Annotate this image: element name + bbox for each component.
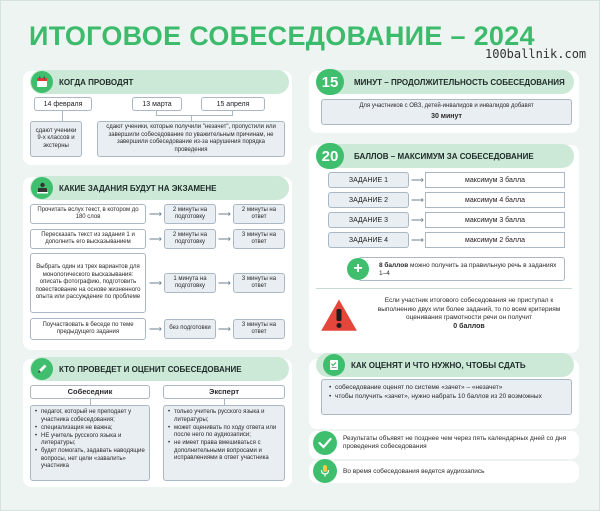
expert-title: Эксперт [163, 385, 285, 399]
list-item: • специализация не важна; [34, 425, 146, 433]
interlocutor-list [34, 409, 146, 471]
arrow-right-icon: ⟶ [218, 278, 231, 288]
grading-list [328, 384, 565, 402]
task-row-2-answer: 3 минуты на ответ [233, 229, 285, 249]
task-row-4-prep: без подготовки [164, 319, 216, 339]
arrow-right-icon: ⟶ [218, 324, 231, 334]
task-1-points: максимум 3 балла [425, 172, 565, 188]
interlocutor-title: Собеседник [30, 385, 150, 399]
warning-triangle-icon [317, 295, 361, 340]
duration-number: 15 [316, 69, 344, 95]
when-header-label: КОГДА ПРОВОДЯТ [59, 77, 134, 87]
task-3-points: максимум 3 балла [425, 212, 565, 228]
arrow-right-icon: ⟶ [411, 175, 424, 185]
task-row-1-answer: 2 минуты на ответ [233, 204, 285, 224]
checklist-icon [323, 354, 345, 376]
site-logo: 100ballnik.com [485, 47, 587, 61]
examiners-header [30, 357, 289, 381]
arrow-right-icon: ⟶ [149, 234, 162, 244]
task-row-3-answer: 3 минуты на ответ [233, 273, 285, 293]
list-item: • может оценивать по ходу ответа или после него по аудиозаписи; [167, 425, 281, 440]
microphone-icon [313, 459, 337, 483]
who-first-attempt: сдают ученики 9-х классов и экстерны [30, 121, 82, 157]
warning-text [367, 297, 571, 331]
grading-list-box [321, 379, 572, 415]
grading-header [316, 353, 574, 377]
warning-zero: 0 баллов [453, 322, 485, 330]
task-row-2-desc: Пересказать текст из задания 1 и дополнить его высказыванием [30, 229, 146, 249]
pencil-icon [31, 358, 53, 380]
date-2: 13 марта [132, 97, 182, 111]
results-text: Результаты объявят не позднее чем через пять календарных дней со дня проведения собеседования [343, 435, 567, 450]
who-retake: сдают ученики, которые получили "незачет", пропустили или завершили собеседование по уважительным причинам, не завершили собеседование из-за нарушения порядка проведения [97, 121, 285, 157]
audio-text: Во время собеседования ведется аудиозапись [343, 468, 485, 475]
arrow-right-icon: ⟶ [411, 235, 424, 245]
list-item: • будет помогать, задавать наводящие вопросы, нет цели «завалить» участника [34, 448, 146, 471]
bonus-points: 8 баллов [379, 262, 409, 269]
duration-note [321, 99, 572, 125]
person-at-laptop-icon [31, 177, 53, 199]
arrow-right-icon: ⟶ [149, 209, 162, 219]
arrow-right-icon: ⟶ [411, 195, 424, 205]
points-header-label: БАЛЛОВ – МАКСИМУМ ЗА СОБЕСЕДОВАНИЕ [354, 151, 534, 161]
task-4-points: максимум 2 балла [425, 232, 565, 248]
grading-header-label: КАК ОЦЕНЯТ И ЧТО НУЖНО, ЧТОБЫ СДАТЬ [351, 360, 526, 370]
date-3: 15 апреля [201, 97, 265, 111]
tasks-header-label: КАКИЕ ЗАДАНИЯ БУДУТ НА ЭКЗАМЕНЕ [59, 183, 217, 193]
arrow-right-icon: ⟶ [218, 209, 231, 219]
list-item: • чтобы получить «зачет», нужно набрать 10 баллов из 20 возможных [328, 393, 565, 402]
list-item: • только учитель русского языка и литературы; [167, 409, 281, 424]
examiners-header-label: КТО ПРОВЕДЕТ И ОЦЕНИТ СОБЕСЕДОВАНИЕ [59, 364, 242, 374]
warning-text-body: Если участник итогового собеседования не приступал к выполнению двух или более заданий, то по всем критериям оценивания грамотности речи он получит [377, 297, 561, 321]
task-row-2-prep: 2 минуты на подготовку [164, 229, 216, 249]
task-row-3-prep: 1 минута на подготовку [164, 273, 216, 293]
date-1: 14 февраля [34, 97, 92, 111]
list-item: • собеседование оценят по системе «зачет» – «незачет» [328, 384, 565, 393]
check-icon [313, 431, 337, 455]
duration-note-text: Для участников с ОВЗ, детей-инвалидов и инвалидов добавят [359, 103, 534, 109]
arrow-right-icon: ⟶ [411, 215, 424, 225]
calendar-icon [31, 71, 53, 93]
task-1-label: ЗАДАНИЕ 1 [328, 172, 409, 188]
task-row-1-desc: Прочитать вслух текст, в котором до 180 слов [30, 204, 146, 224]
points-header [316, 144, 574, 168]
bonus-text: можно получить за правильную речь в заданиях 1–4 [379, 262, 557, 277]
list-item: • НЕ учитель русского языка и литературы; [34, 433, 146, 448]
list-item: • не имеет права вмешиваться с дополнительными вопросами и исправлениями в ответ участника [167, 440, 281, 463]
expert-list-box [163, 405, 285, 481]
duration-header-label: МИНУТ – ПРОДОЛЖИТЕЛЬНОСТЬ СОБЕСЕДОВАНИЯ [354, 77, 565, 87]
list-item: • педагог, который не преподает у участника собеседования; [34, 409, 146, 424]
interlocutor-list-box [30, 405, 150, 481]
expert-list [167, 409, 281, 463]
arrow-right-icon: ⟶ [149, 324, 162, 334]
when-header [30, 70, 289, 94]
tasks-header [30, 176, 289, 200]
task-row-3-desc: Выбрать один из трех вариантов для монологического высказывания: описать фотографию, подготовить повествование на основе жизненного опыта или рассуждение по проблеме [30, 253, 146, 313]
points-number: 20 [316, 143, 344, 169]
task-row-4-desc: Поучаствовать в беседе по теме предыдущего задания [30, 318, 146, 340]
task-2-points: максимум 4 балла [425, 192, 565, 208]
duration-header [316, 70, 574, 94]
task-2-label: ЗАДАНИЕ 2 [328, 192, 409, 208]
task-row-1-prep: 2 минуты на подготовку [164, 204, 216, 224]
page-title: ИТОГОВОЕ СОБЕСЕДОВАНИЕ – 2024 [29, 21, 535, 51]
task-3-label: ЗАДАНИЕ 3 [328, 212, 409, 228]
bonus-note [358, 257, 565, 281]
plus-icon: + [347, 258, 369, 280]
arrow-right-icon: ⟶ [149, 278, 162, 288]
arrow-right-icon: ⟶ [218, 234, 231, 244]
task-4-label: ЗАДАНИЕ 4 [328, 232, 409, 248]
duration-extra: 30 минут [431, 112, 462, 120]
task-row-4-answer: 3 минуты на ответ [233, 319, 285, 339]
